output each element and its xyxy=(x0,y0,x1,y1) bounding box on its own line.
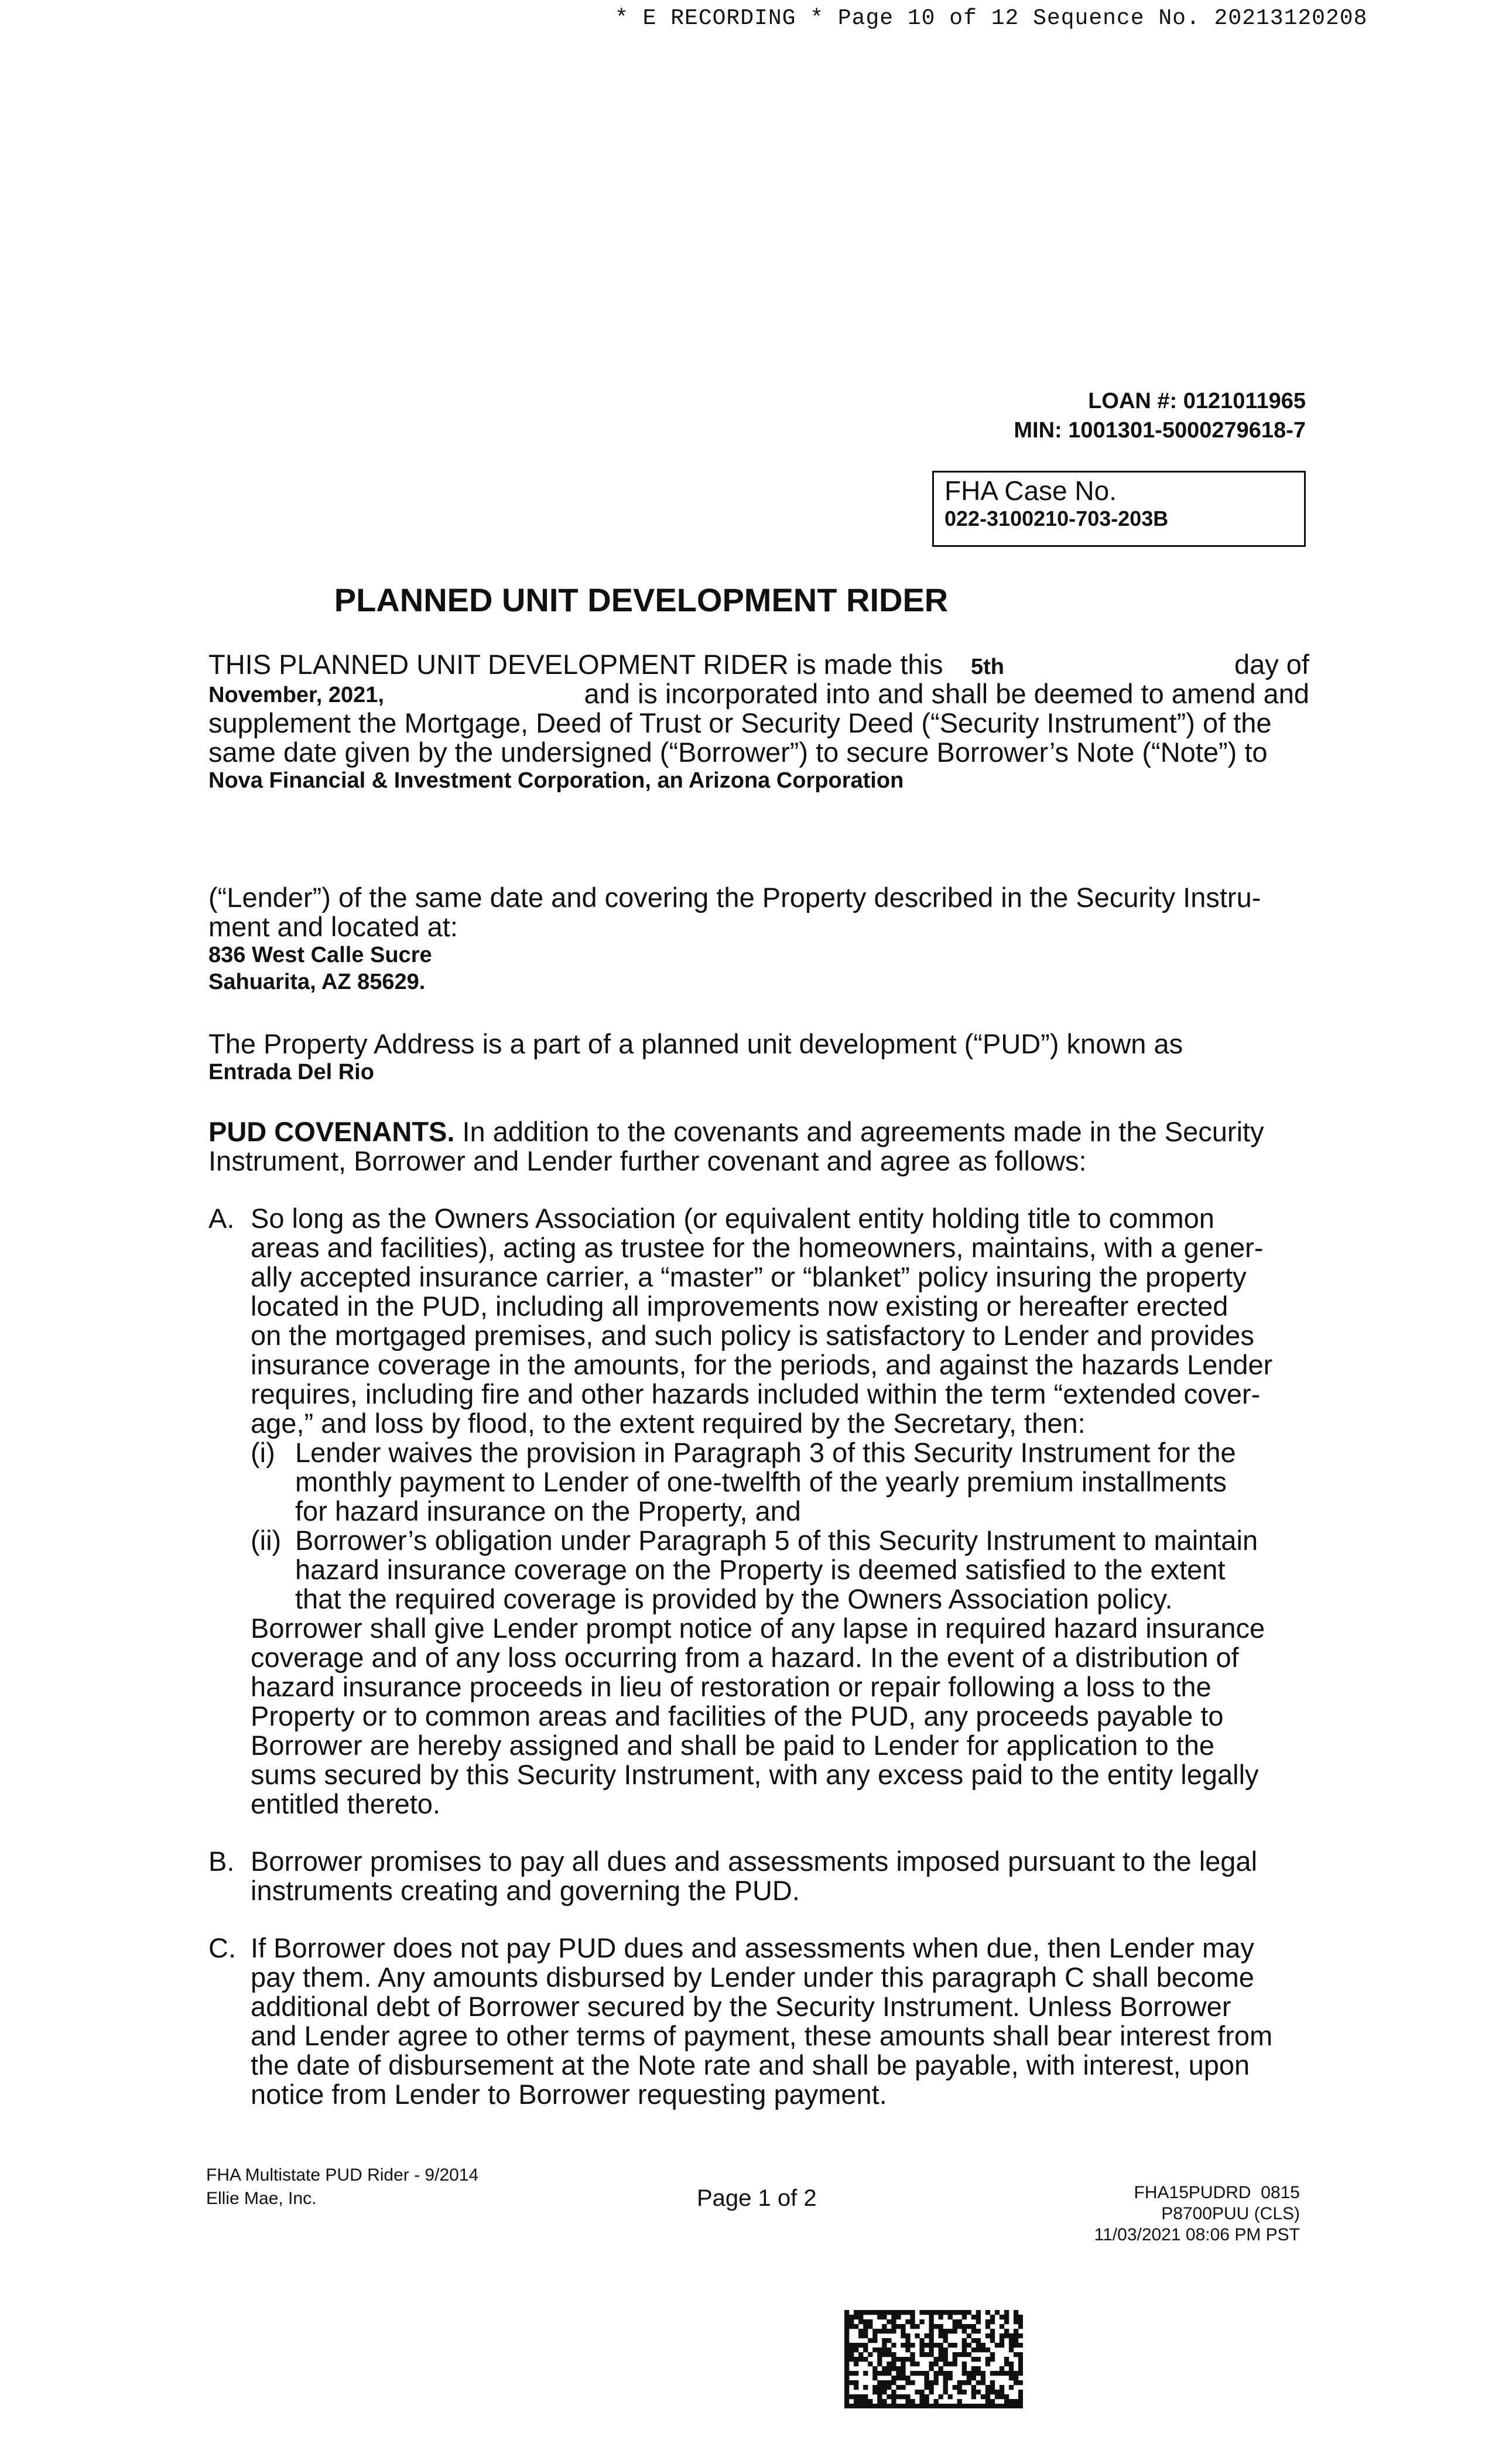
footer-form-name: FHA Multistate PUD Rider - 9/2014 xyxy=(206,2165,479,2185)
covenant-a-text xyxy=(251,1204,1309,1819)
sub-ii-line: hazard insurance coverage on the Property is deemed satisfied to the extent xyxy=(295,1554,1226,1585)
sub-ii-line: Borrower’s obligation under Paragraph 5 of this Security Instrument to maintain xyxy=(295,1525,1258,1556)
min-number: MIN: 1001301-5000279618-7 xyxy=(1014,418,1306,443)
covenant-b-line: Borrower promises to pay all dues and assessments imposed pursuant to the legal xyxy=(251,1846,1258,1877)
covenant-c-line: notice from Lender to Borrower requesting payment. xyxy=(251,2079,887,2110)
footer-timestamp: 11/03/2021 08:06 PM PST xyxy=(1094,2225,1300,2244)
covenant-a-tail-line: sums secured by this Security Instrument, with any excess paid to the entity legally xyxy=(251,1759,1259,1790)
pud-name: Entrada Del Rio xyxy=(208,1060,374,1084)
covenants-line2: Instrument, Borrower and Lender further covenant and agree as follows: xyxy=(208,1145,1087,1176)
footer-code2: P8700PUU (CLS) xyxy=(1161,2204,1300,2223)
intro-paragraph xyxy=(208,650,1309,794)
fha-case-label: FHA Case No. xyxy=(944,475,1117,506)
property-address2: Sahuarita, AZ 85629. xyxy=(208,970,426,994)
footer-left xyxy=(206,2164,478,2210)
covenants-heading: PUD COVENANTS. xyxy=(208,1116,455,1147)
sub-i-line: Lender waives the provision in Paragraph 3 of this Security Instrument for the xyxy=(295,1437,1236,1468)
covenant-a-line: on the mortgaged premises, and such policy is satisfactory to Lender and provides xyxy=(251,1320,1254,1351)
sub-ii-label: (ii) xyxy=(251,1525,282,1556)
covenant-c-line: additional debt of Borrower secured by the Security Instrument. Unless Borrower xyxy=(251,1991,1231,2022)
footer-right xyxy=(1094,2182,1300,2246)
covenant-a-line: insurance coverage in the amounts, for the periods, and against the hazards Lender xyxy=(251,1349,1273,1380)
intro-month-year: November, 2021, xyxy=(208,683,384,707)
covenant-b-line: instruments creating and governing the PUD. xyxy=(251,1875,800,1906)
covenant-c-line: the date of disbursement at the Note rate and shall be payable, with interest, upon xyxy=(251,2049,1250,2080)
covenant-a-tail-line: entitled thereto. xyxy=(251,1788,440,1819)
property-line2: ment and located at: xyxy=(208,911,458,942)
covenant-a-tail-line: Borrower shall give Lender prompt notice of any lapse in required hazard insurance xyxy=(251,1613,1265,1644)
intro-line1-b: day of xyxy=(1234,649,1309,680)
covenant-a-tail-line: Borrower are hereby assigned and shall be paid to Lender for application to the xyxy=(251,1730,1215,1761)
property-line1: (“Lender”) of the same date and covering the Property described in the Security Instru- xyxy=(208,882,1261,913)
recording-header: * E RECORDING * Page 10 of 12 Sequence No. 20213120208 xyxy=(615,6,1368,31)
covenant-a-tail-line: Property or to common areas and facilities of the PUD, any proceeds payable to xyxy=(251,1700,1224,1731)
fha-case-box xyxy=(932,471,1306,547)
covenant-a-tail-line: hazard insurance proceeds in lieu of restoration or repair following a loss to the xyxy=(251,1671,1211,1702)
intro-line3: supplement the Mortgage, Deed of Trust or Security Deed (“Security Instrument”) of the xyxy=(208,707,1272,738)
loan-number: LOAN #: 0121011965 xyxy=(1088,389,1306,413)
sub-i-label: (i) xyxy=(251,1437,275,1468)
sub-i-line: for hazard insurance on the Property, and xyxy=(295,1495,801,1527)
covenant-c-text xyxy=(251,1933,1309,2109)
covenants-line1: In addition to the covenants and agreements made in the Security xyxy=(454,1116,1264,1147)
covenant-a-line: age,” and loss by flood, to the extent required by the Secretary, then: xyxy=(251,1408,1086,1439)
covenant-c-line: pay them. Any amounts disbursed by Lender under this paragraph C shall become xyxy=(251,1962,1254,1993)
footer-page-number: Page 1 of 2 xyxy=(697,2185,817,2211)
covenant-a-line: requires, including fire and other hazards included within the term “extended cover- xyxy=(251,1378,1261,1409)
lender-name: Nova Financial & Investment Corporation, an Arizona Corporation xyxy=(208,768,904,793)
sub-ii-line: that the required coverage is provided by the Owners Association policy. xyxy=(295,1583,1173,1614)
property-paragraph xyxy=(208,883,1309,995)
covenant-c-line: If Borrower does not pay PUD dues and assessments when due, then Lender may xyxy=(251,1932,1254,1963)
covenant-b-text xyxy=(251,1847,1309,1905)
covenant-a-letter: A. xyxy=(208,1203,235,1234)
covenants-paragraph xyxy=(208,1117,1309,1176)
covenant-a-line: areas and facilities), acting as trustee for the homeowners, maintains, with a gener- xyxy=(251,1232,1264,1263)
loan-info xyxy=(1014,386,1306,445)
intro-day: 5th xyxy=(971,655,1004,679)
covenant-a-tail-line: coverage and of any loss occurring from a hazard. In the event of a distribution of xyxy=(251,1642,1239,1673)
pud-line: The Property Address is a part of a planned unit development (“PUD”) known as xyxy=(208,1028,1183,1059)
intro-line2-b: and is incorporated into and shall be deemed to amend and xyxy=(584,678,1309,709)
covenant-b-letter: B. xyxy=(208,1846,235,1877)
covenant-c-letter: C. xyxy=(208,1932,236,1963)
covenant-a-line: So long as the Owners Association (or equivalent entity holding title to common xyxy=(251,1203,1214,1234)
intro-line1-a: THIS PLANNED UNIT DEVELOPMENT RIDER is made this xyxy=(208,649,943,680)
covenant-a-line: ally accepted insurance carrier, a “master” or “blanket” policy insuring the property xyxy=(251,1261,1247,1292)
footer-code1: FHA15PUDRD 0815 xyxy=(1134,2183,1300,2202)
fha-case-number: 022-3100210-703-203B xyxy=(944,507,1169,531)
covenant-a-line: located in the PUD, including all improvements now existing or hereafter erected xyxy=(251,1291,1228,1322)
intro-line4: same date given by the undersigned (“Borrower”) to secure Borrower’s Note (“Note”) to xyxy=(208,737,1268,768)
property-address1: 836 West Calle Sucre xyxy=(208,943,432,967)
document-title: PLANNED UNIT DEVELOPMENT RIDER xyxy=(334,581,949,618)
barcode-icon xyxy=(844,2310,1023,2408)
footer-company: Ellie Mae, Inc. xyxy=(206,2189,317,2208)
covenant-a-sub-ii xyxy=(251,1526,1309,1614)
covenant-a-sub-i xyxy=(251,1438,1309,1526)
pud-paragraph xyxy=(208,1029,1309,1086)
covenant-c-line: and Lender agree to other terms of payment, these amounts shall bear interest from xyxy=(251,2020,1273,2051)
sub-i-line: monthly payment to Lender of one-twelfth of the yearly premium installments xyxy=(295,1466,1227,1497)
